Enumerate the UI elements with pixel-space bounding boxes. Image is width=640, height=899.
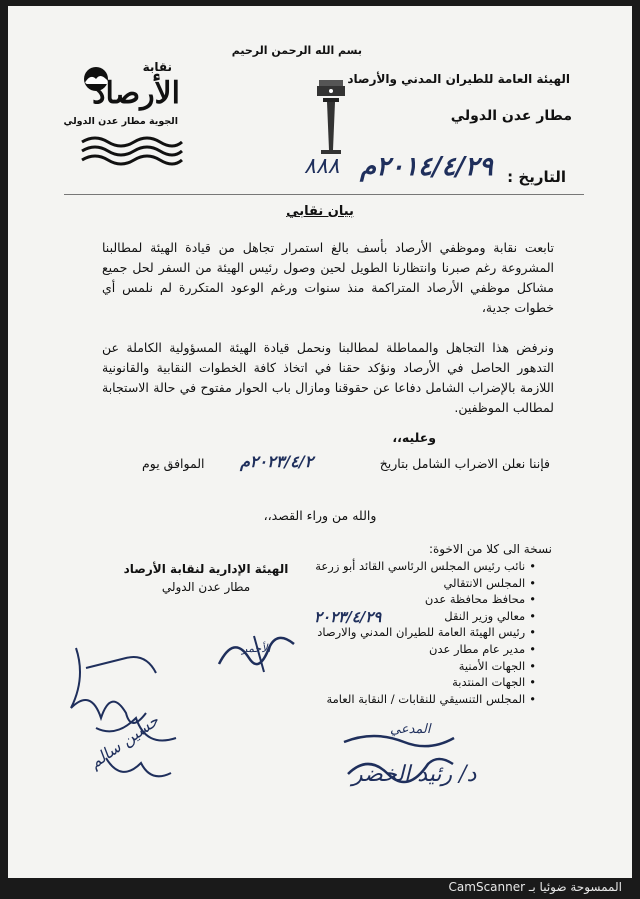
strike-text: فإننا نعلن الاضراب الشامل بتاريخ <box>379 456 550 471</box>
header-divider <box>64 194 584 195</box>
handwritten-name-middle: الأحمر <box>242 642 271 655</box>
cc-item: • نائب رئيس المجلس الرئاسي القائد أبو زرعة <box>315 558 536 575</box>
handwritten-name-right-top: المدعي <box>390 722 431 737</box>
document-page <box>8 6 632 878</box>
paragraph-2: ونرفض هذا التجاهل والمماطلة لمطالبنا ونحمل قيادة الهيئة المسؤولية الكاملة عن التدهور الحاصل في الأرصاد ونؤكد حقنا في اتخاذ كافة الخطوات النقابية والقانونية اللازمة بالإضراب الشامل دفاعا عن حقوقنا ومازال باب الحوار مفتوح في حالة الاستجابة لمطالب الموظفين. <box>102 340 554 415</box>
reference-handwritten: ٨٨٨ <box>304 154 340 179</box>
paragraph-1: تابعت نقابة وموظفي الأرصاد بأسف بالغ استمرار تجاهل من قيادة الهيئة لمطالبنا المشروعة رغم صبرنا وانتظارنا الطويل لحين وصول رئيس الهيئة من السفر لحل جميع مشاكل موظفي الأرصاد المتراكمة منذ سنوات ورغم الوعود المتكررة لم نلمس أي خطوات جدية، <box>102 240 554 315</box>
cc-item: • المجلس التنسيقي للنقابات / النقابة العامة <box>315 691 536 708</box>
therefore-text: وعليه،، <box>392 430 436 445</box>
strike-date-handwritten: ٢٠٢٣/٤/٢م <box>240 452 314 471</box>
airport-name: مطار عدن الدولي <box>450 108 572 124</box>
cc-item: • معالي وزير النقل <box>315 608 536 625</box>
cc-item: • محافظ محافظة عدن <box>315 591 536 608</box>
logo-waves <box>80 136 184 168</box>
footer-text: الممسوحة ضوئيا بـ CamScanner <box>448 880 622 894</box>
cc-item: • الجهات الأمنية <box>315 658 536 675</box>
union-logo <box>64 60 182 170</box>
cc-item: • رئيس الهيئة العامة للطيران المدني والارصاد <box>315 624 536 641</box>
logo-sub-text: الجوية مطار عدن الدولي <box>63 116 178 127</box>
signature-subtitle: مطار عدن الدولي <box>161 580 251 594</box>
airport-tower-icon <box>313 76 349 156</box>
logo-main-text: الأرصاد <box>92 76 180 111</box>
date-handwritten: ٢٠١٤/٤/٢٩م <box>360 152 493 182</box>
signature-scribble-left <box>56 628 196 808</box>
closing-text: والله من وراء القصد،، <box>263 508 377 523</box>
cc-list <box>315 558 536 707</box>
date-label: التاريخ : <box>507 168 566 186</box>
authority-name: الهيئة العامة للطيران المدني والأرصاد <box>347 72 570 86</box>
cc-date-handwritten: ٢٠٢٣/٤/٢٩ <box>314 608 382 626</box>
cc-item: • الجهات المنتدبة <box>315 674 536 691</box>
document-title: بيان نقابي <box>286 204 354 219</box>
logo-top-text: نقابة <box>142 60 172 74</box>
camscanner-footer <box>0 878 640 899</box>
cc-item: • المجلس الانتقالي <box>315 575 536 592</box>
corresponding-day-label: الموافق يوم <box>142 456 205 471</box>
cc-item: • مدير عام مطار عدن <box>315 641 536 658</box>
handwritten-name-right: د/ رئيد الخضر <box>352 762 477 787</box>
cc-header: نسخة الى كلا من الاخوة: <box>428 542 552 556</box>
signature-title: الهيئة الإدارية لنقابة الأرصاد <box>123 562 289 576</box>
handwritten-name-left: حسين سالم <box>85 710 163 773</box>
basmala: بسم الله الرحمن الرحيم <box>231 44 362 57</box>
